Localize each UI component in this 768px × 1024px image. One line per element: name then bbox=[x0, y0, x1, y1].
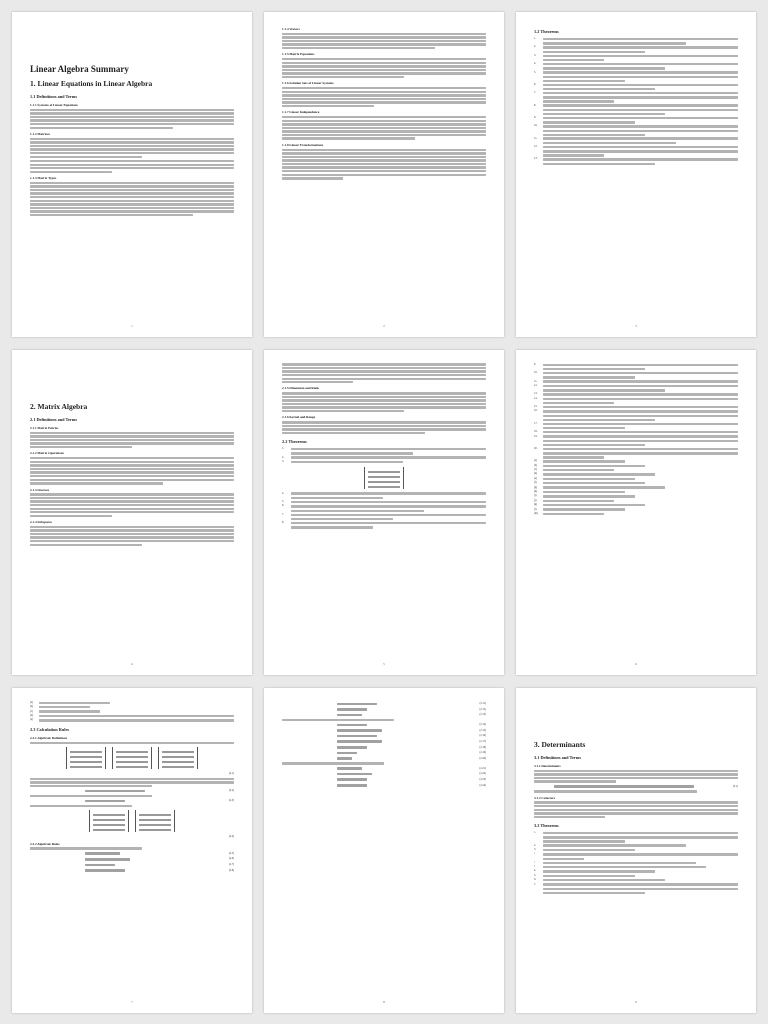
subsection-title: 2.1.5 Dimension and Rank bbox=[282, 386, 320, 391]
paragraph bbox=[282, 421, 486, 434]
subsection-title: 1.1.4 Vectors bbox=[282, 27, 300, 31]
paragraph bbox=[30, 742, 234, 744]
page-2 bbox=[264, 12, 504, 337]
page-number: 8 bbox=[383, 1001, 385, 1005]
paragraph bbox=[30, 432, 234, 449]
equation: (2.7) bbox=[30, 863, 234, 867]
paragraph bbox=[30, 457, 234, 484]
subsection-title: 1.1.6 Solution Sets of Linear Systems bbox=[282, 81, 334, 86]
paragraph bbox=[30, 493, 234, 517]
equation: (2.19) bbox=[282, 751, 486, 755]
subsection-title: 2.1.1 Matrix Entries bbox=[30, 426, 59, 430]
matrix-figure bbox=[282, 467, 486, 489]
section-title: 3.1 Definitions and Terms bbox=[534, 755, 582, 760]
page-number: 7 bbox=[131, 1001, 133, 1005]
page-number: 1 bbox=[131, 325, 133, 329]
page-number: 3 bbox=[635, 325, 637, 329]
equation: (2.5) bbox=[30, 852, 234, 856]
subsection-title: 2.1.6 Kernel and Range bbox=[282, 415, 316, 420]
equation: (2.3) bbox=[30, 799, 234, 803]
section-title: 2.2 Theorems bbox=[282, 439, 307, 445]
paragraph bbox=[30, 526, 234, 546]
equation: (2.20) bbox=[282, 757, 486, 761]
subsection-title: 1.1.3 Matrix Types bbox=[30, 176, 57, 181]
equation: (2.22) bbox=[282, 772, 486, 776]
paragraph bbox=[282, 116, 486, 140]
equation: (2.1) bbox=[228, 772, 234, 776]
paragraph bbox=[282, 392, 486, 412]
equation: (2.4) bbox=[228, 835, 234, 839]
paragraph bbox=[534, 801, 738, 818]
section-title: 2.3 Calculation Rules bbox=[30, 726, 70, 732]
equation: (2.15) bbox=[282, 729, 486, 733]
page-number: 4 bbox=[131, 663, 133, 667]
equation: (2.16) bbox=[282, 734, 486, 738]
list: (a) (b) (c) (d) (e) bbox=[30, 701, 234, 722]
subsection-title: 1.1.7 Linear Independence bbox=[282, 110, 320, 115]
theorem-list: 4. 5. 6. 7. 8. bbox=[282, 492, 486, 529]
page-number: 6 bbox=[635, 663, 637, 667]
section-title: 1.2 Theorems bbox=[534, 29, 559, 34]
paragraph bbox=[30, 160, 234, 173]
subsection-title: 2.1.4 Subspaces bbox=[30, 520, 52, 525]
theorem-list: 1. 2. 3. bbox=[282, 447, 486, 463]
equation: (2.17) bbox=[282, 740, 486, 744]
subsection-title: 1.1.2 Matrices bbox=[30, 131, 50, 136]
page-6 bbox=[516, 350, 756, 675]
page-3 bbox=[516, 12, 756, 337]
paragraph bbox=[30, 778, 234, 788]
equation: (3.1) bbox=[534, 785, 738, 789]
equation: (2.18) bbox=[282, 746, 486, 750]
paragraph bbox=[282, 719, 486, 721]
equation: (2.2) bbox=[30, 789, 234, 793]
section-title: 2.1 Definitions and Terms bbox=[30, 417, 78, 422]
subsection-title: 1.1.1 Systems of Linear Equations bbox=[30, 103, 78, 107]
subsection-title: 2.1.3 Inverses bbox=[30, 487, 50, 492]
equation: (2.23) bbox=[282, 778, 486, 782]
paragraph bbox=[30, 138, 234, 158]
subsection-title: 2.1.2 Matrix Operations bbox=[30, 451, 64, 456]
page-number: 5 bbox=[383, 663, 385, 667]
equation: (2.24) bbox=[282, 784, 486, 788]
theorem-list: 9. 10. 11. 12. 13. 14. 15. 16. 17. 18. 19. 20. (a) (b) (c) (d) (e) (f) (g) (h) (i) (j) (k) (l) (m) bbox=[534, 363, 738, 516]
section-title: 3.2 Theorems bbox=[534, 823, 559, 829]
matrix-equation bbox=[30, 810, 234, 832]
paragraph bbox=[282, 149, 486, 180]
subsection-title: 3.1.2 Cofactors bbox=[534, 795, 556, 800]
subsection-title: 1.1.5 Matrix Equations bbox=[282, 52, 315, 57]
paragraph bbox=[282, 33, 486, 50]
page-1 bbox=[12, 12, 252, 337]
subsection-title: 1.1.8 Linear Transformations bbox=[282, 142, 324, 147]
paragraph bbox=[282, 363, 486, 383]
paragraph bbox=[30, 795, 234, 797]
page-8 bbox=[264, 688, 504, 1013]
paragraph bbox=[534, 790, 738, 792]
document-title: Linear Algebra Summary bbox=[30, 64, 129, 74]
equation: (2.6) bbox=[30, 857, 234, 861]
paragraph bbox=[282, 58, 486, 78]
theorem-list: 1. 2. 3. • • • 4. 5. 6. 7. bbox=[534, 831, 738, 894]
page-7 bbox=[12, 688, 252, 1013]
paragraph bbox=[282, 762, 486, 764]
paragraph bbox=[30, 182, 234, 217]
page-5 bbox=[264, 350, 504, 675]
chapter-title: 3. Determinants bbox=[534, 740, 586, 749]
chapter-title: 1. Linear Equations in Linear Algebra bbox=[30, 79, 153, 88]
page-4 bbox=[12, 350, 252, 675]
page-9 bbox=[516, 688, 756, 1013]
subsection-title: 2.3.2 Algebraic Rules bbox=[30, 841, 60, 846]
page-number: 9 bbox=[635, 1001, 637, 1005]
matrix-equation bbox=[30, 747, 234, 769]
equation: (2.8) bbox=[30, 869, 234, 873]
subsection-title: 3.1.1 Determinants bbox=[534, 764, 561, 768]
subsection-title: 2.3.1 Algebraic Definitions bbox=[30, 735, 68, 740]
paragraph bbox=[282, 87, 486, 107]
equation: (2.13) bbox=[282, 713, 486, 717]
section-title: 1.1 Definitions and Terms bbox=[30, 94, 78, 99]
theorem-list: 1. 2. 3. 4. 5. 6. 7. 8. 9. 10. 11. 12. 13. bbox=[534, 37, 738, 165]
paragraph bbox=[30, 847, 234, 849]
paragraph bbox=[30, 109, 234, 129]
equation: (2.12) bbox=[282, 708, 486, 712]
equation: (2.11) bbox=[282, 702, 486, 706]
equation: (2.14) bbox=[282, 723, 486, 727]
equation: (2.21) bbox=[282, 767, 486, 771]
paragraph bbox=[534, 770, 738, 783]
chapter-title: 2. Matrix Algebra bbox=[30, 402, 88, 411]
page-number: 2 bbox=[383, 325, 385, 329]
paragraph bbox=[30, 805, 234, 807]
